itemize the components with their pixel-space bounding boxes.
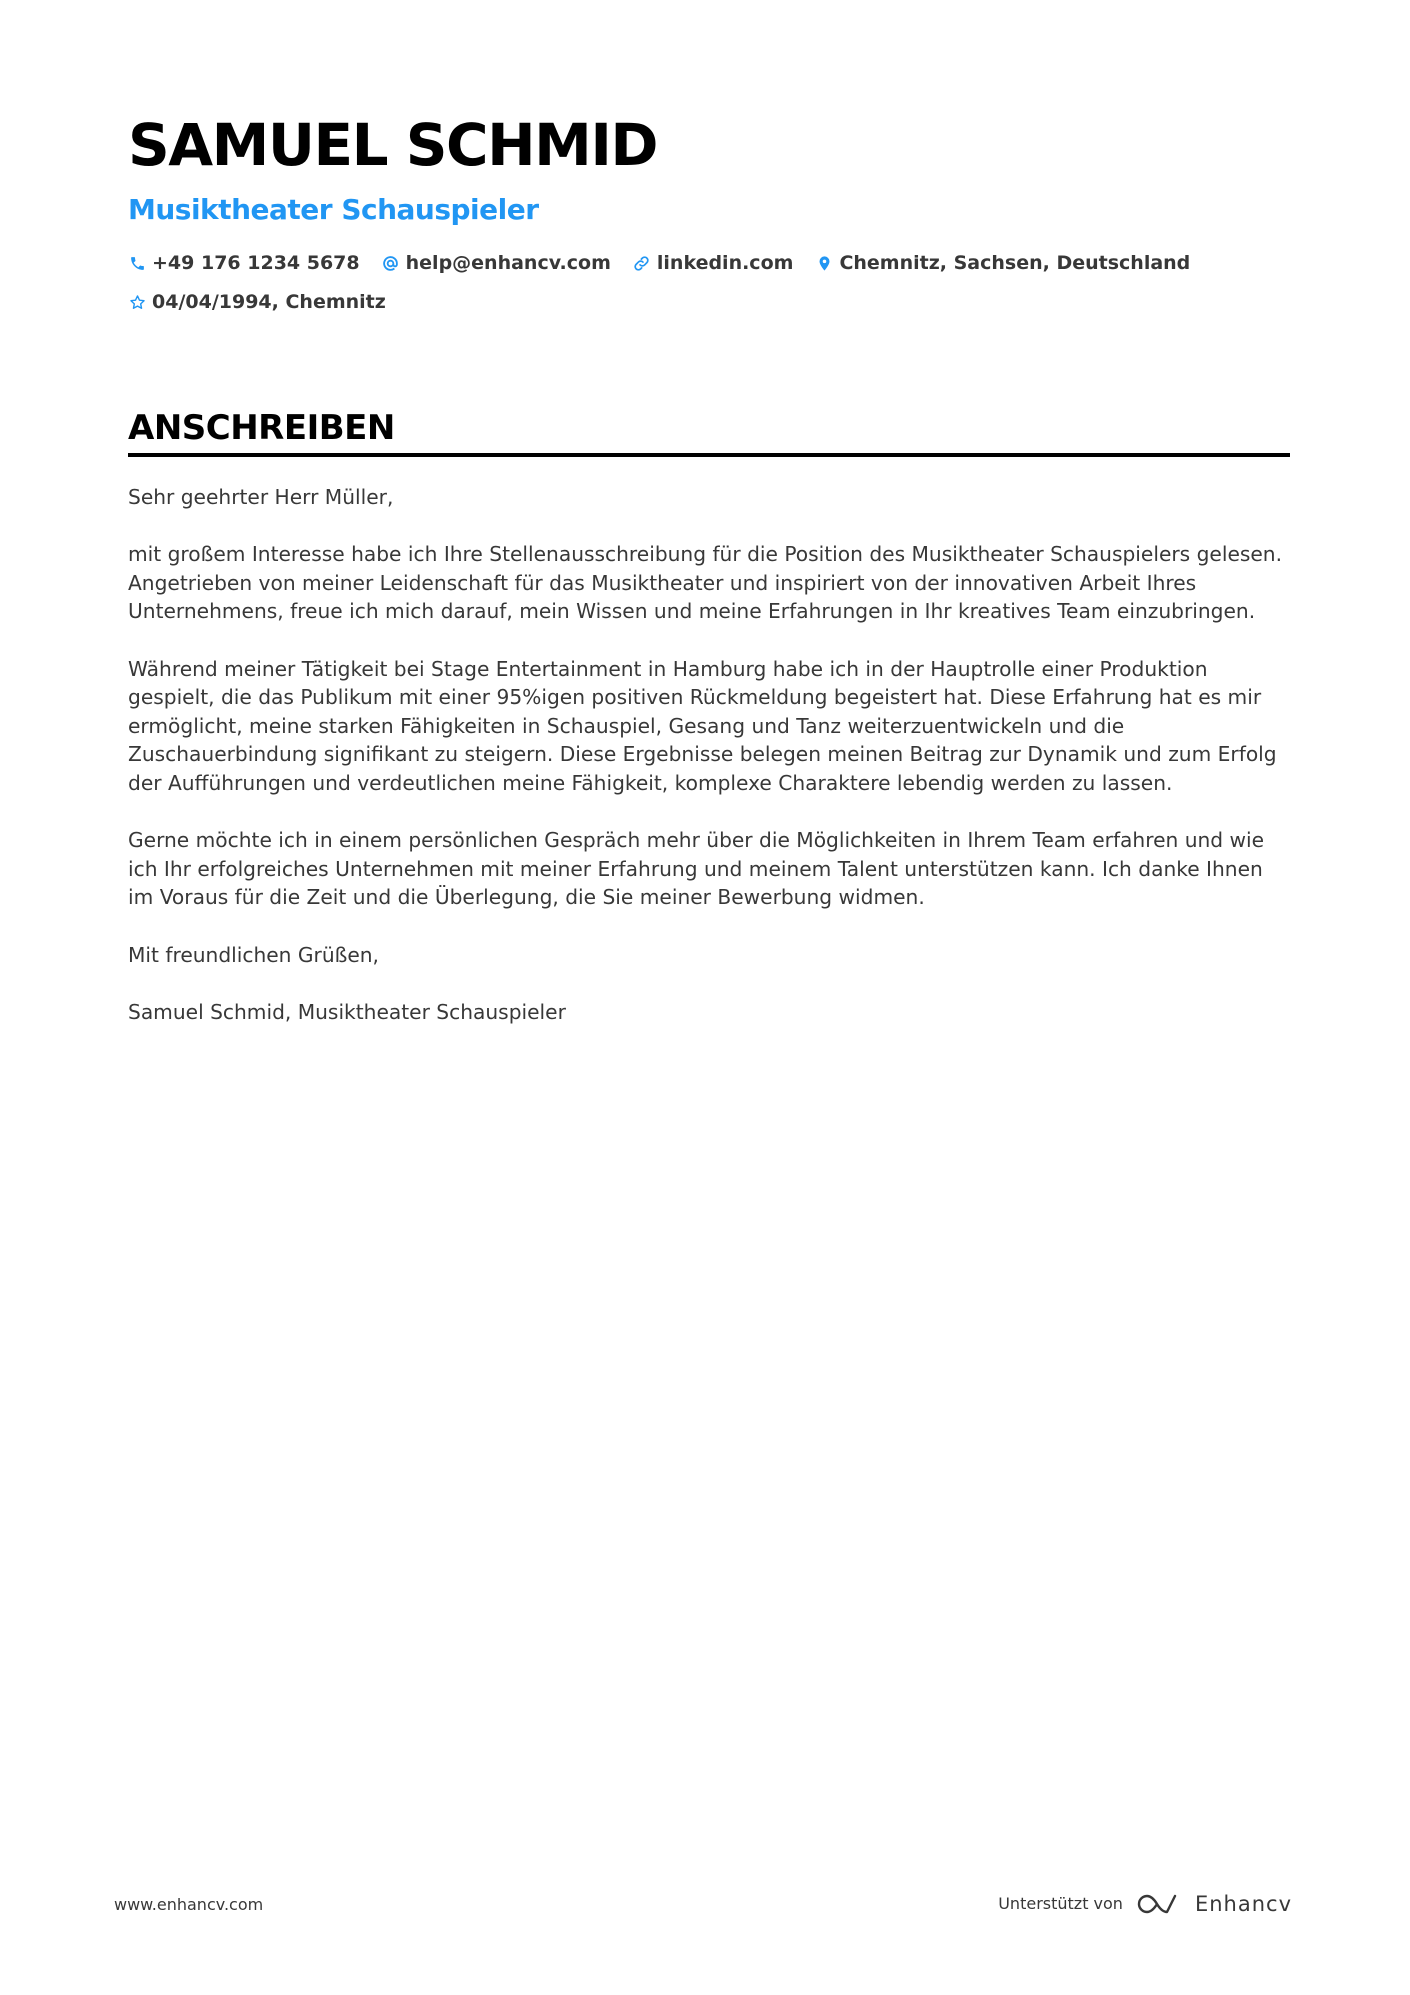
salutation: Sehr geehrter Herr Müller, xyxy=(128,485,394,509)
closing: Mit freundlichen Grüßen, xyxy=(128,942,379,967)
at-icon xyxy=(382,255,400,273)
contact-phone xyxy=(128,250,360,277)
brand-name: Enhancv xyxy=(1194,1892,1292,1916)
applicant-name: SAMUEL SCHMID xyxy=(128,111,658,179)
signature: Samuel Schmid, Musiktheater Schauspieler xyxy=(128,999,566,1024)
email-address[interactable]: help@enhancv.com xyxy=(405,252,611,274)
contact-email[interactable] xyxy=(382,250,611,277)
phone-icon xyxy=(128,255,146,273)
contact-linkedin[interactable] xyxy=(633,250,794,277)
letter-paragraph: Während meiner Tätigkeit bei Stage Entertainment in Hamburg habe ich in der Hauptrolle einer Produktion gespielt, die das Publikum mit einer 95%igen positiven Rückmeldung begeistert hat. Diese Erfahrung hat es mir ermöglicht, meine starken Fähigkeiten in Schauspiel, Gesang und Tanz weiterzuentwickeln und die Zuschauerbindung signifikant zu steigern. Diese Ergebnisse belegen meinen Beitrag zur Dynamik und zum Erfolg der Aufführungen und verdeutlichen meine Fähigkeit, komplexe Charaktere lebendig werden zu lassen. xyxy=(128,656,1277,795)
job-title: Musiktheater Schauspieler xyxy=(128,193,539,226)
cover-letter-section xyxy=(128,407,1290,1055)
section-title: ANSCHREIBEN xyxy=(128,408,395,448)
header xyxy=(128,110,1290,316)
map-pin-icon xyxy=(815,255,833,273)
letter-body xyxy=(128,483,1290,1026)
phone-number: +49 176 1234 5678 xyxy=(152,252,360,274)
footer-website[interactable]: www.enhancv.com xyxy=(114,1895,264,1914)
letter-paragraph: Gerne möchte ich in einem persönlichen Gespräch mehr über die Möglichkeiten in Ihrem Team erfahren und wie ich Ihr erfolgreiches Unternehmen mit meiner Erfahrung und meinem Talent unterstützen kann. Ich danke Ihnen im Voraus für die Zeit und die Überlegung, die Sie meiner Bewerbung widmen. xyxy=(128,828,1265,910)
section-divider xyxy=(128,453,1290,457)
linkedin-link[interactable]: linkedin.com xyxy=(656,252,794,274)
contact-list xyxy=(128,250,1228,316)
location: Chemnitz, Sachsen, Deutschland xyxy=(839,252,1191,274)
star-icon xyxy=(128,294,146,312)
birth-date-place: 04/04/1994, Chemnitz xyxy=(152,291,386,313)
letter-paragraph: mit großem Interesse habe ich Ihre Stellenausschreibung für die Position des Musiktheater Schauspielers gelesen. Angetrieben von meiner Leidenschaft für das Musiktheater und inspiriert von der innovativen Arbeit Ihres Unternehmens, freue ich mich darauf, mein Wissen und meine Erfahrungen in Ihr kreatives Team einzubringen. xyxy=(128,542,1283,624)
footer-branding[interactable] xyxy=(998,1891,1292,1917)
link-icon xyxy=(633,255,651,273)
contact-location xyxy=(815,250,1190,277)
powered-by-label: Unterstützt von xyxy=(998,1894,1123,1913)
enhancv-logo-icon xyxy=(1135,1891,1183,1917)
contact-birth xyxy=(128,289,386,316)
